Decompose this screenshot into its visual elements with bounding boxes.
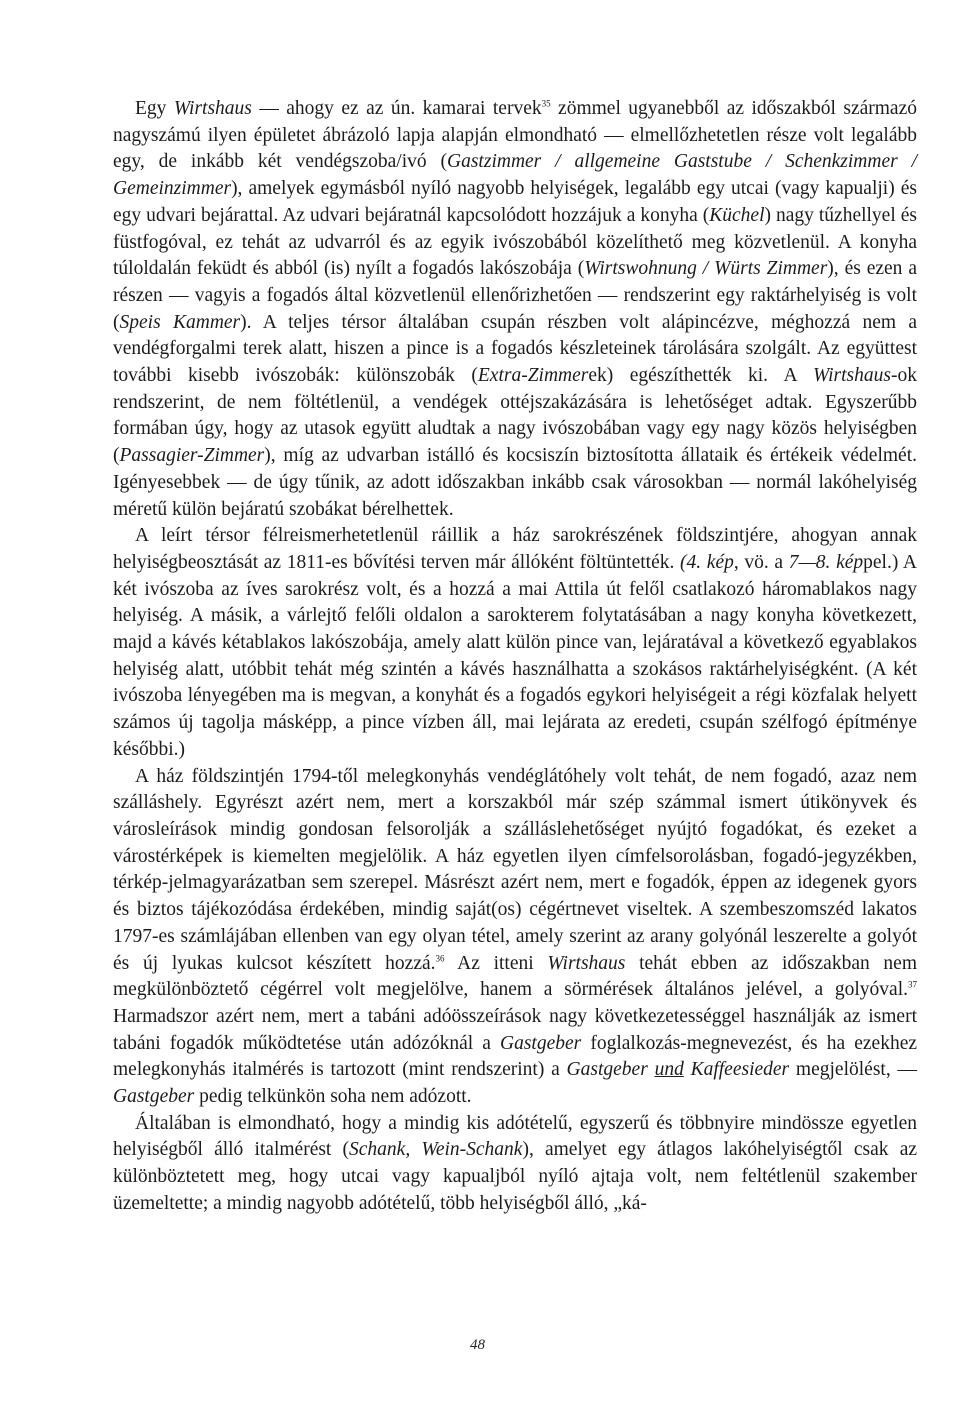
paragraph: [113, 96, 917, 523]
italic-run: Gastgeber: [500, 1032, 582, 1054]
text-run: ), és ezen a részen — vagyis a fogadós által közvetlenül ellenőrizhetően — rendszerint egy raktárhelyiség is volt (: [113, 258, 917, 333]
text-run: foglalkozás-megnevezést, és ha ezekhez melegkonyhás italmérés is tartozott (mint rendszerint) a: [113, 1032, 918, 1081]
italic-run: Gastgeber: [566, 1059, 655, 1081]
text-run: ), míg az udvarban istálló és kocsiszín biztosította állataik és értékeik védelmét. Igényesebbek — de úgy tűnik, az adott időszakban inkább csak városokban — normál lakóhelyiség méretű külön bejáratú szobákat bérelhettek.: [113, 445, 917, 520]
text-run: , vö. a: [733, 551, 789, 573]
italic-run: Wirtshaus: [173, 98, 252, 119]
italic-run: (4. kép: [680, 551, 734, 573]
text-run: ek) egészíthették ki. A: [588, 365, 813, 387]
footnote-ref: 36: [435, 953, 445, 963]
text-run: Általában is elmondható, hogy a mindig kis adótételű, egyszerű és többnyire mindössze egyetlen helyiségből álló italmérést (: [113, 1112, 917, 1161]
page-number: 48: [470, 1337, 485, 1353]
paragraph: [113, 1111, 917, 1218]
italic-run: Gastzimmer / allgemeine Gaststube / Schenkzimmer / Gemeinzimmer: [113, 151, 917, 200]
text-run: Egy: [135, 98, 174, 119]
italic-run: Kaffeesieder: [683, 1059, 790, 1081]
text-run: — ahogy ez az ún. kamarai tervek: [251, 98, 542, 119]
paragraph: [113, 764, 917, 1111]
text-run: pedig telkünkön soha nem adózott.: [194, 1086, 472, 1108]
text-run: -ok rendszerint, de nem föltétlenül, a vendégek ottéjszakázására is lehetőséget adtak. Egyszerűbb formában úgy, hogy az utasok együtt aludtak a nagy ivószobában vagy egy nagy közös helyiségben (: [113, 365, 917, 467]
text-run: megjelölést, —: [789, 1059, 917, 1081]
text-run: A leírt térsor félreismerhetetlenül ráillik a ház sarokrészének földszintjére, ahogyan annak helyiségbeosztását az 1811-es bővítési terven már állóként föltüntették.: [113, 525, 917, 573]
italic-run: Wirtshaus: [812, 365, 891, 387]
text-run: Harmadszor azért nem, mert a tabáni adóösszeírások nagy következetességgel használják az ismert tabáni fogadók működtetése után adózóknál a: [113, 1005, 917, 1054]
text-run: ). A teljes térsor általában csupán részben volt alápincézve, méghozzá nem a vendégforgalmi terek alatt, hiszen a pince is a fogadós készleteinek tárolására szolgált. Az együttest további kisebb ivószobák: különszobák (: [113, 311, 917, 387]
italic-run: Wirtswohnung / Würts Zimmer: [584, 258, 828, 280]
italic-run: 7—8. kép: [788, 551, 864, 573]
text-run: tehát ebben az időszakban nem megkülönböztető cégérrel volt megjelölve, hanem a sörmérések általános jelével, a golyóval.: [113, 952, 917, 1001]
text-run: zömmel ugyanebből az időszakból származó nagyszámú ilyen épületet ábrázoló lapja alapján elmondható — elmellőzhetetlen része volt legalább egy, de inkább két vendégszoba/ivó (: [113, 98, 917, 173]
italic-run: Wirtshaus: [547, 952, 626, 974]
paragraph: [113, 523, 917, 763]
text-run: A ház földszintjén 1794-től melegkonyhás vendéglátóhely volt tehát, de nem fogadó, azaz nem szálláshely. Egyrészt azért nem, mert a korszakból már szép számmal ismert útikönyvek és városleírások mindig gondosan felsorolják a szálláslehetőséget nyújtó fogadókat, és ezeket a várostérképek is kiemelten megjelölik. A ház egyetlen ilyen címfelsorolásban, fogadó-jegyzékben, térkép-jelmagyarázatban sem szerepel. Másrészt azért nem, mert e fogadók, éppen az idegenek gyors és biztos tájékozódása érdekében, mindig saját(os) cégértnevet viseltek. A szembeszomszéd lakatos 1797-es számlájában ellenben van egy olyan tétel, amely szerint az arany golyónál leszerelte a golyót és új lyukas kulcsot készített hozzá.: [113, 765, 917, 974]
italic-run: Speis Kammer: [119, 311, 241, 333]
text-run: ), amelyek egymásból nyíló nagyobb helyiségek, legalább egy utcai (vagy kapualji) és egy udvari bejárattal. Az udvari bejáratnál kapcsolódott hozzájuk a konyha (: [113, 178, 917, 226]
italic-run: und: [654, 1059, 684, 1081]
italic-run: Passagier-Zimmer: [119, 445, 265, 467]
text-run: pel.) A két ivószoba az íves sarokrész volt, és a hozzá a mai Attila út felől csatlakozó háromablakos nagy helyiség. A másik, a várlejtő felőli oldalon a sarokterem folytatásában a nagy konyha következett, majd a kávés kétablakos lakószobája, amely alatt külön pince van, lejáratával a következő egyablakos helyiség alatt, utóbbit tehát még szintén a kávés használhatta a szokásos raktárhelyiségként. (A két ivószoba lényegében ma is megvan, a konyhát és a fogadós egykori helyiségeit a régi közfalak helyett számos új tagolja másképp, a pince vízben áll, mai lejárata az eredeti, csupán szélfogó építménye későbbi.): [113, 551, 918, 760]
document-body: [113, 96, 917, 1218]
italic-run: Extra-Zimmer: [477, 365, 589, 387]
italic-run: Gastgeber: [113, 1086, 195, 1108]
text-run: Az itteni: [444, 952, 548, 974]
italic-run: Schank, Wein-Schank: [349, 1139, 523, 1161]
footnote-ref: 35: [541, 98, 551, 109]
italic-run: Küchel: [709, 204, 765, 226]
text-run: ), amelyet egy átlagos lakóhelyiségtől csak az különböztetett meg, hogy utcai vagy kapualjból nyíló ajtaja volt, nem feltétlenül szakember üzemeltette; a mindig nagyobb adótételű, több helyiségből álló, „ká-: [113, 1139, 918, 1214]
footnote-ref: 37: [908, 979, 917, 990]
text-run: ) nagy tűzhellyel és füstfogóval, ez tehát az udvarról és az egyik ivószobából közelíthető meg közvetlenül. A konyha túloldalán feküdt és abból (is) nyílt a fogadós lakószobája (: [113, 204, 917, 280]
